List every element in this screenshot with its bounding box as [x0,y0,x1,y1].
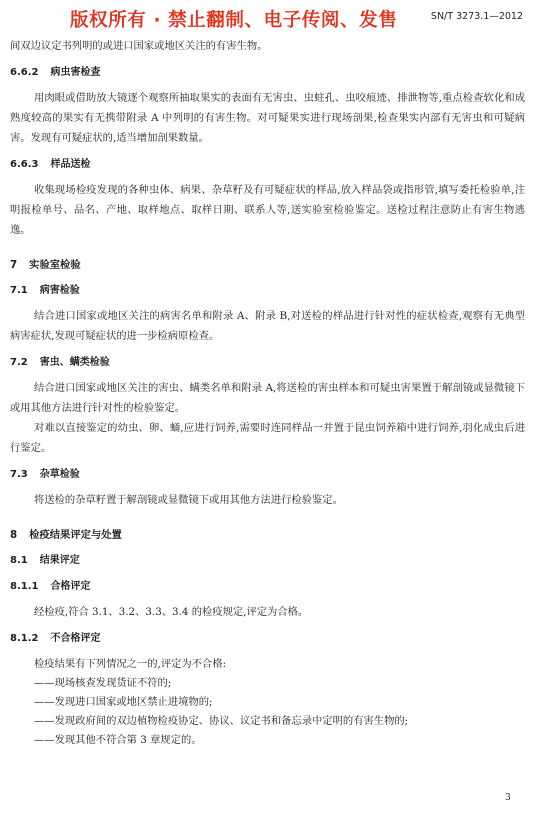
list-item: ——发现其他不符合第 3 章规定的。 [34,734,202,746]
heading-7-2 [10,354,525,372]
section-number: 8.1.2 [10,633,39,644]
heading-8-1-1 [10,578,525,596]
heading-7-3 [10,466,525,484]
paragraph-7-3: 将送检的杂草籽置于解剖镜或显微镜下或用其他方法进行检验鉴定。 [34,494,343,506]
section-number: 7.1 [10,285,28,296]
section-title: 合格评定 [50,581,91,592]
paragraph-7-2-b: 对难以直接鉴定的幼虫、卵、蛹,应进行饲养,需要时连同样品一并置于昆虫饲养箱中进行饲养,羽化成虫后进行鉴定。 [10,422,525,454]
paragraph-8-1-2-intro: 检疫结果有下列情况之一的,评定为不合格: [34,658,227,670]
heading-6-6-2 [10,64,525,82]
copyright-watermark: 版权所有 · 禁止翻制、电子传阅、发售 [70,10,398,31]
list-item: ——发现政府间的双边植物检疫协定、协议、议定书和备忘录中定明的有害生物的; [34,715,409,727]
continuation-text: 间双边议定书列明的或进口国家或地区关注的有害生物。 [10,40,268,52]
section-number: 8.1.1 [10,581,39,592]
heading-8-1-2 [10,630,525,648]
section-title: 杂草检验 [39,469,80,480]
standard-code: SN/T 3273.1—2012 [430,11,523,22]
list-item: ——发现进口国家或地区禁止进境物的; [34,696,213,708]
heading-8-1 [10,552,525,570]
section-title: 实验室检验 [29,259,81,271]
section-title: 病害检验 [39,285,80,296]
section-number: 6.6.3 [10,159,39,170]
page-number: 3 [505,793,511,803]
heading-7-1 [10,282,525,300]
paragraph-6-6-3: 收集现场检疫发现的各种虫体、病果、杂草籽及有可疑症状的样品,放入样品袋或指形管,填写委托检验单,注明报检单号、品名、产地、取样地点、取样日期、联系人等,送实验室检验鉴定。送检过程注意防止有害生物逃逸。 [10,184,525,236]
section-title: 害虫、螨类检验 [39,357,110,368]
heading-6-6-3 [10,156,525,174]
paragraph-7-1: 结合进口国家或地区关注的病害名单和附录 A、附录 B,对送检的样品进行针对性的症状检查,观察有无典型病害症状,发现可疑症状的进一步检病原检查。 [10,310,525,342]
section-title: 样品送检 [50,159,91,170]
document-body [10,36,525,750]
nonconformity-list [34,674,525,750]
section-number: 7 [10,259,18,271]
paragraph-8-1-1: 经检疫,符合 3.1、3.2、3.3、3.4 的检疫规定,评定为合格。 [34,606,309,618]
section-number: 7.2 [10,357,28,368]
section-title: 检疫结果评定与处置 [29,529,122,541]
heading-8 [10,526,525,544]
section-title: 不合格评定 [50,633,101,644]
section-number: 8 [10,529,18,541]
section-number: 7.3 [10,469,28,480]
heading-7 [10,256,525,274]
section-title: 结果评定 [39,555,80,566]
section-number: 8.1 [10,555,28,566]
section-number: 6.6.2 [10,67,39,78]
section-title: 病虫害检查 [50,67,101,78]
list-item: ——现场核查发现货证不符的; [34,677,172,689]
paragraph-7-2-a: 结合进口国家或地区关注的害虫、螨类名单和附录 A,将送检的害虫样本和可疑虫害果置于解剖镜或显微镜下或用其他方法进行针对性的检验鉴定。 [10,382,525,414]
paragraph-6-6-2: 用肉眼或借助放大镜逐个观察所抽取果实的表面有无害虫、虫蛀孔、虫咬痕迹、排泄物等,重点检查软化和成熟度较高的果实有无携带附录 A 中列明的有害生物。对可疑果实进行现场剖果,检查果实内部有无害虫和可疑病害。发现有可疑症状的,适当增加剖果数量。 [10,92,525,144]
